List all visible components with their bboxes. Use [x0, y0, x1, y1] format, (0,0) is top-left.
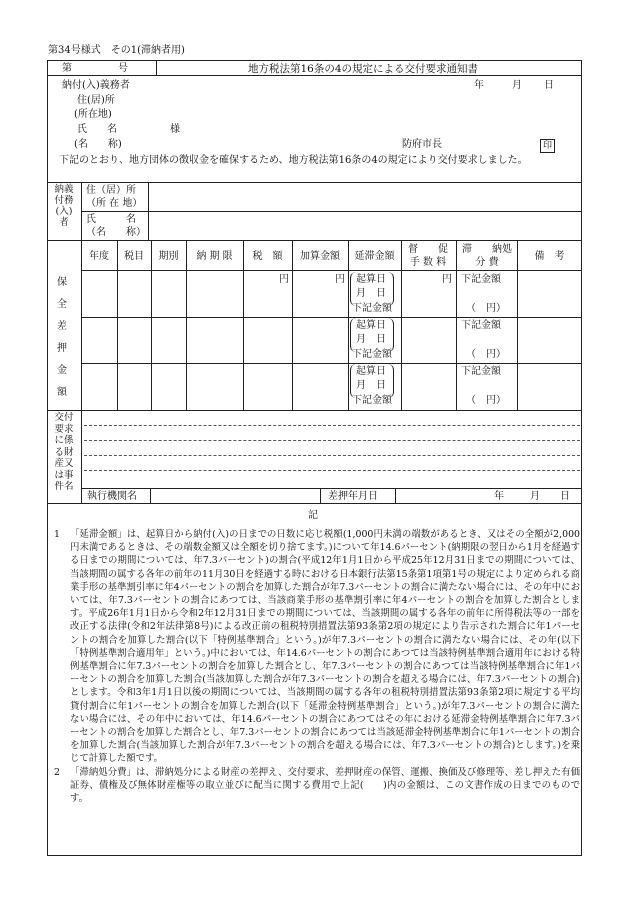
- seizure-month: 月: [530, 491, 540, 502]
- note-item: [52, 766, 580, 806]
- obligor-address-label: 住（居）所: [86, 185, 136, 196]
- col-header-period: 期別: [158, 251, 179, 262]
- agency-label: 執行機関名: [87, 491, 137, 502]
- number-suffix: 号: [118, 63, 128, 74]
- preservation-side-label: 保全差押金額: [57, 277, 67, 398]
- property-dashed-line: [84, 440, 580, 441]
- form-id: 第34号様式 その1(滞納者用): [48, 45, 185, 56]
- notes-title: 記: [308, 510, 318, 521]
- below-amount-label: 下記金額: [352, 349, 392, 360]
- col-line: [243, 240, 244, 410]
- obligor-side-label: 納義付務(入)者: [54, 184, 74, 228]
- disposition-paren-yen: （ 円）: [466, 395, 506, 406]
- date-year: 年: [474, 80, 484, 91]
- issuer-name: 防府市長: [402, 139, 442, 150]
- header-divider: [156, 60, 157, 75]
- col-header-tax-amount: 税 額: [252, 251, 283, 262]
- notice-title: 地方税法第16条の4の規定による交付要求通知書: [248, 63, 479, 75]
- disposition-paren-yen: （ 円）: [466, 303, 506, 314]
- address-label: 住(居)所: [77, 95, 115, 106]
- seal-mark: 印: [540, 139, 555, 153]
- agency-row-line: [81, 488, 582, 489]
- col-line: [151, 240, 152, 410]
- table-top-line: [47, 240, 582, 241]
- additional-yen: 円: [335, 274, 345, 285]
- note-number: 2: [54, 766, 60, 778]
- col-header-year: 年度: [89, 251, 109, 262]
- col-line: [117, 240, 118, 410]
- obligor-name-label: 氏 名: [86, 214, 136, 225]
- intro-text: 下記のとおり、地方団体の徴収金を確保するため、地方税法第16条の4の規定により交付要求しました。: [49, 155, 528, 166]
- col-line: [517, 240, 518, 410]
- disposition-below-amount: 下記金額: [461, 320, 501, 331]
- obligor-location-label: （所 在 地）: [86, 198, 143, 209]
- number-prefix: 第: [62, 63, 72, 74]
- table-bottom-line: [47, 410, 582, 411]
- col-line: [401, 240, 402, 410]
- month-day-label: 月 日: [356, 380, 386, 391]
- row-line: [81, 363, 582, 364]
- taxpayer-label: 納付(入)義務者: [62, 80, 130, 91]
- notes-top-line: [47, 503, 582, 504]
- col-line: [81, 240, 82, 410]
- seizure-year: 年: [494, 491, 504, 502]
- demand-fee-yen: 円: [442, 274, 452, 285]
- row-line: [81, 317, 582, 318]
- obligor-corp-label: （名 称）: [86, 227, 146, 238]
- disposition-paren-yen: （ 円）: [466, 349, 506, 360]
- property-dashed-line: [84, 425, 580, 426]
- seizure-divider-left: [320, 488, 321, 503]
- tax-amount-yen: 円: [279, 274, 289, 285]
- obligor-mid-line: [81, 211, 582, 212]
- seizure-divider-right: [395, 488, 396, 503]
- disposition-below-amount: 下記金額: [461, 274, 501, 285]
- below-amount-label: 下記金額: [352, 303, 392, 314]
- property-side-label: 交付要求に係る財産又は事件名: [54, 412, 74, 492]
- col-line: [456, 240, 457, 410]
- property-dashed-line: [84, 470, 580, 471]
- month-day-label: 月 日: [356, 288, 386, 299]
- col-header-disposition-cost: 滞 納処 分 費: [462, 244, 512, 268]
- property-dashed-line: [84, 455, 580, 456]
- col-header-remarks: 備 考: [534, 251, 565, 262]
- col-line: [292, 240, 293, 410]
- intro-line: [47, 182, 582, 183]
- date-day: 日: [544, 80, 554, 91]
- seizure-date-label: 差押年月日: [328, 491, 378, 502]
- name-label: 氏 名: [77, 124, 117, 135]
- start-date-label: 起算日: [356, 274, 386, 285]
- notes-section: [52, 528, 580, 805]
- corp-name-label: (名 称): [74, 139, 122, 150]
- below-amount-label: 下記金額: [352, 395, 392, 406]
- property-divider: [81, 410, 82, 503]
- note-text: 「滞納処分費」は、滞納処分による財産の差押え、交付要求、差押財産の保管、運搬、換価及び修理等、差し押えた有価証券、債権及び無体財産権等の取立並びに配当に関する費用で上記( )内の金額は、この文書作成の日までのものです。: [70, 766, 580, 805]
- disposition-below-amount: 下記金額: [461, 366, 501, 377]
- sama-label: 様: [170, 124, 180, 135]
- col-header-additional: 加算金額: [300, 251, 340, 262]
- col-header-due-date: 納 期 限: [196, 251, 233, 262]
- col-line: [348, 240, 349, 410]
- date-month: 月: [512, 80, 522, 91]
- start-date-label: 起算日: [356, 320, 386, 331]
- note-item: [52, 528, 580, 766]
- note-number: 1: [54, 529, 60, 540]
- start-date-label: 起算日: [356, 366, 386, 377]
- location-label: (所在地): [74, 109, 112, 120]
- col-header-demand-fee: 督 促手 数 料: [408, 244, 448, 268]
- seizure-day: 日: [560, 491, 570, 502]
- header-row-line: [81, 270, 582, 271]
- note-text: 「延滞金額」は、起算日から納付(入)の日までの日数に応じ税額(1,000円未満の端数があるとき、又はその全額が2,000円未満であるときは、その端数金額又は全額を切り捨てます。)について年14.6パーセント(納期限の翌日から1月を経過する日までの期間については、年7.3パーセント)の割合(平成12年1月1日から平成25年12月31日までの期間については、当該期間の属する各年の前年の11月30日を経過する時における日本銀行法第15条第1項第1号の規定により定められる商業手形の基準割引率に年4パーセントの割合を加算した割合が年7.3パーセントの割合に満たない場合には、その年中においては、年7.3パーセントの割合にあつては、当該商業手形の基準割引率に年4パーセントの割合を加算した割合とします。平成26年1月1日から令和2年12月31日までの期間については、当該期間の属する各年の前年に所得税法等の一部を改正する法律(令和2年法律第8号)による改正前の租税特別措置法第93条第2項の規定により告示された割合に年1パーセントの割合を加算した割合(以下「特例基準割合」という。)が年7.3パーセントの割合に満たない場合には、その年(以下「特例基準割合適用年」という。)中においては、年14.6パーセントの割合にあつては当該特例基準割合適用年における特例基準割合に年7.3パーセントの割合を加算した割合とし、年7.3パーセントの割合にあつては当該特例基準割合に年1パーセントの割合を加算した割合(当該加算した割合が年7.3パーセントの割合を超える場合には、年7.3パーセントの割合)とします。令和3年1月1日以後の期間については、当該期間の属する各年の租税特別措置法第93条第2項に規定する平均貸付割合に年1パーセントの割合を加算した割合(以下「延滞金特例基準割合」という。)が年7.3パーセントの割合に満たない場合には、その年中においては、年14.6パーセントの割合にあつてはその年における延滞金特例基準割合に年7.3パーセントの割合を加算した割合とし、年7.3パーセントの割合にあつては当該延滞金特例基準割合に年1パーセントの割合を加算した割合(当該加算した割合が年7.3パーセントの割合を超える場合には、年7.3パーセントの割合)とします。)を乗じて計算した額です。: [70, 529, 580, 765]
- agency-divider: [150, 488, 151, 503]
- col-line: [186, 240, 187, 410]
- col-header-delinquency: 延滞金額: [354, 251, 395, 262]
- header-line: [47, 75, 582, 76]
- col-header-tax-item: 税目: [124, 251, 144, 262]
- month-day-label: 月 日: [356, 334, 386, 345]
